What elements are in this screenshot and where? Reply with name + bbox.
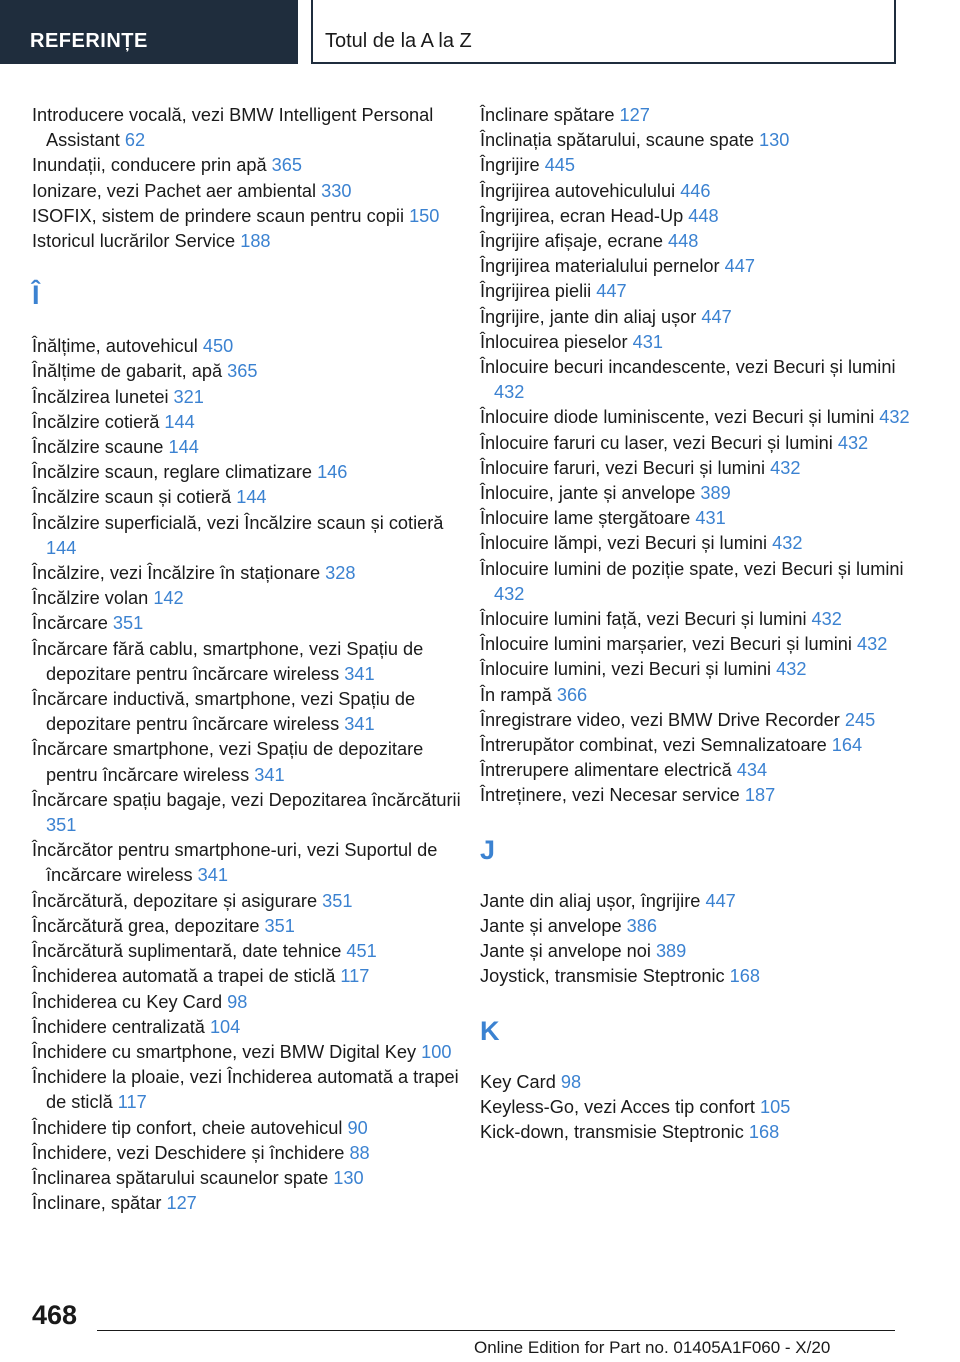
- index-entry: [480, 939, 920, 964]
- index-page-link[interactable]: 146: [317, 462, 348, 483]
- index-entry-text: Întreținere, vezi Necesar service: [480, 785, 745, 806]
- index-entry-text: Închiderea cu Key Card: [32, 991, 228, 1012]
- index-entry: [32, 788, 472, 838]
- index-entry: [32, 204, 472, 229]
- index-page-link[interactable]: 450: [202, 336, 234, 357]
- index-entry-text: Key Card: [480, 1071, 561, 1092]
- index-entry-text: Înclinare spătare: [480, 105, 620, 125]
- footer-divider: [97, 1330, 895, 1331]
- index-page-link[interactable]: 117: [117, 1092, 147, 1113]
- index-page-link[interactable]: 432: [772, 533, 803, 554]
- index-entry-text: Încălzire cotieră: [32, 411, 165, 432]
- index-entry: [480, 456, 920, 481]
- index-entry: [480, 481, 920, 506]
- index-page-link[interactable]: 365: [227, 361, 258, 382]
- index-entry: [32, 914, 472, 939]
- index-entry: [32, 1141, 472, 1166]
- index-entry-text: Înregistrare video, vezi BMW Drive Recorder: [480, 709, 845, 730]
- index-page-link[interactable]: 366: [556, 684, 588, 705]
- index-entry: [32, 1040, 472, 1065]
- index-entry: [480, 355, 920, 405]
- index-page-link[interactable]: 144: [168, 437, 199, 458]
- index-entry: [32, 485, 472, 510]
- index-entry: [480, 1120, 920, 1145]
- index-entry: [32, 586, 472, 611]
- index-page-link[interactable]: 98: [227, 991, 248, 1012]
- index-entry: [32, 410, 472, 435]
- index-entry: [32, 889, 472, 914]
- footer-edition: Online Edition for Part no. 01405A1F060 - X/20: [474, 1338, 831, 1357]
- index-entry: [32, 385, 472, 410]
- index-page-link[interactable]: 445: [544, 155, 576, 176]
- index-entry: [32, 611, 472, 636]
- index-entry-text: Înlocuire lumini, vezi Becuri și lumini: [480, 659, 777, 680]
- index-page-link[interactable]: 130: [333, 1167, 364, 1188]
- index-entry-text: Încărcare fără cablu, smartphone, vezi Spațiu de depozitare pentru încărcare wireless: [32, 638, 424, 684]
- index-entry: [32, 939, 472, 964]
- index-entry: [480, 657, 920, 682]
- index-entry-text: ISOFIX, sistem de prindere scaun pentru copii: [32, 205, 410, 226]
- index-entry-text: Înlocuire faruri cu laser, vezi Becuri și lumini: [480, 432, 838, 453]
- chapter-title: Totul de la A la Z: [325, 30, 472, 52]
- index-page-link[interactable]: 351: [46, 815, 77, 836]
- index-entry: [480, 758, 920, 783]
- index-entry-text: Îngrijirea materialului pernelor: [480, 256, 725, 277]
- index-entry-text: Încălzire volan: [32, 588, 154, 609]
- index-entry: [32, 687, 472, 737]
- index-entry: [32, 153, 472, 178]
- index-entry: [32, 637, 472, 687]
- index-page-link[interactable]: 100: [421, 1041, 452, 1062]
- index-entry-text: Keyless-Go, vezi Acces tip confort: [480, 1096, 760, 1117]
- index-entry: [32, 838, 472, 888]
- index-entry-text: Încărcare: [32, 613, 113, 634]
- index-entry-text: Încărcare inductivă, smartphone, vezi Spațiu de depozitare pentru încărcare wireless: [32, 689, 416, 735]
- index-entry-text: Înclinația spătarului, scaune spate: [480, 130, 760, 151]
- index-entry: [32, 435, 472, 460]
- section-header: [0, 0, 298, 64]
- index-entry: [32, 179, 472, 204]
- index-page-link[interactable]: 432: [770, 457, 801, 478]
- index-entry: [480, 229, 920, 254]
- index-entry: [480, 683, 920, 708]
- index-page-link[interactable]: 447: [596, 281, 627, 302]
- index-entry: [480, 506, 920, 531]
- index-page-link[interactable]: 341: [344, 663, 375, 684]
- index-page-link[interactable]: 432: [837, 432, 869, 453]
- index-entry: [480, 914, 920, 939]
- index-entry: [480, 179, 920, 204]
- index-entry-text: Închidere la ploaie, vezi Închiderea automată a trapei de sticlă: [32, 1067, 459, 1113]
- index-entry-text: Înlocuire diode luminiscente, vezi Becuri și lumini: [480, 407, 880, 428]
- index-entry-text: Înclinare, spătar: [32, 1193, 167, 1214]
- index-page-link[interactable]: 341: [197, 865, 228, 886]
- index-entry-text: Îngrijirea autovehiculului: [480, 180, 681, 201]
- index-page-link[interactable]: 351: [322, 890, 353, 911]
- index-entry: [32, 103, 472, 153]
- index-entry: [480, 431, 920, 456]
- index-column-right: [480, 103, 920, 1145]
- index-entry-text: Închidere, vezi Deschidere și închidere: [32, 1142, 350, 1163]
- index-entry: [480, 783, 920, 808]
- index-entry-text: Înclinarea spătarului scaunelor spate: [32, 1167, 334, 1188]
- index-entry: [480, 1095, 920, 1120]
- index-entry-text: Încălzire superficială, vezi Încălzire scaun și cotieră: [32, 512, 444, 533]
- index-entry-text: Înlocuirea pieselor: [480, 331, 633, 352]
- page-number: 468: [32, 1300, 78, 1330]
- index-entry-text: Încălzirea lunetei: [32, 386, 174, 407]
- index-entry: [480, 964, 920, 989]
- index-entry-text: Jante din aliaj ușor, îngrijire: [480, 890, 706, 911]
- index-page-link[interactable]: 142: [153, 588, 184, 609]
- index-page-link[interactable]: 432: [879, 407, 910, 428]
- index-entry-text: Încălzire scaun, reglare climatizare: [32, 462, 318, 483]
- index-entry: [32, 990, 472, 1015]
- index-entry: [32, 334, 472, 359]
- index-entry: [32, 1065, 472, 1115]
- index-entry-text: Joystick, transmisie Steptronic: [480, 966, 730, 987]
- index-entry-text: Înlocuire lămpi, vezi Becuri și lumini: [480, 533, 773, 554]
- index-entry: [32, 737, 472, 787]
- index-letter-heading: Î: [32, 280, 40, 311]
- index-entry-text: Înlocuire faruri, vezi Becuri și lumini: [480, 457, 771, 478]
- index-entry-text: Înlocuire becuri incandescente, vezi Becuri și lumini: [480, 357, 896, 378]
- index-entry: [32, 1116, 472, 1141]
- index-entry: [480, 531, 920, 556]
- index-entry: [480, 254, 920, 279]
- index-entry: [480, 405, 920, 430]
- index-entry: [480, 330, 920, 355]
- index-page-link[interactable]: 130: [759, 130, 790, 151]
- index-page-link[interactable]: 62: [124, 130, 146, 151]
- index-page-link[interactable]: 432: [494, 382, 525, 403]
- index-page-link[interactable]: 448: [688, 205, 719, 226]
- index-page-link[interactable]: 389: [700, 483, 731, 504]
- index-entry-text: Înlocuire lumini de poziție spate, vezi Becuri și lumini: [480, 558, 904, 579]
- index-entry: [480, 128, 920, 153]
- index-page-link[interactable]: 432: [811, 609, 842, 630]
- index-page-link[interactable]: 98: [560, 1071, 582, 1092]
- section-label: REFERINȚE: [30, 30, 148, 52]
- index-entry: [32, 1015, 472, 1040]
- index-entry-text: Încărcător pentru smartphone-uri, vezi Suportul de încărcare wireless: [32, 840, 438, 886]
- index-entry-text: Închidere centralizată: [32, 1016, 210, 1037]
- index-page-link[interactable]: 187: [744, 785, 776, 806]
- index-entry: [32, 1166, 472, 1191]
- index-entry-text: Inundații, conducere prin apă: [32, 155, 272, 176]
- index-entry-text: Încărcătură grea, depozitare: [32, 915, 265, 936]
- index-entry-text: Încărcare spațiu bagaje, vezi Depozitarea încărcăturii: [32, 789, 461, 810]
- index-entry-text: Închiderea automată a trapei de sticlă: [32, 966, 341, 987]
- index-entry-text: Înlocuire lame ștergătoare: [480, 508, 696, 529]
- index-entry-text: Închidere cu smartphone, vezi BMW Digital Key: [32, 1041, 422, 1062]
- index-entry: [32, 229, 472, 254]
- index-entry: [480, 708, 920, 733]
- index-entry-text: Jante și anvelope: [480, 915, 627, 936]
- index-page-link[interactable]: 341: [344, 714, 375, 735]
- index-entry: [480, 889, 920, 914]
- index-column-left: [32, 103, 472, 1216]
- index-page-link[interactable]: 447: [701, 306, 732, 327]
- index-entry: [480, 305, 920, 330]
- index-page-link[interactable]: 448: [668, 231, 699, 252]
- index-entry: [32, 359, 472, 384]
- index-entry-text: Îngrijirea, ecran Head-Up: [480, 205, 689, 226]
- index-page-link[interactable]: 446: [680, 180, 711, 201]
- index-page-link[interactable]: 328: [325, 563, 356, 584]
- index-page-link[interactable]: 451: [346, 941, 377, 962]
- index-page-link[interactable]: 104: [209, 1016, 241, 1037]
- index-letter-heading: K: [480, 1015, 500, 1046]
- index-page-link[interactable]: 431: [695, 508, 726, 529]
- index-entry: [480, 1070, 920, 1095]
- index-entry-text: Înlocuire lumini marșarier, vezi Becuri și lumini: [480, 634, 857, 655]
- index-entry: [480, 607, 920, 632]
- index-page-link[interactable]: 90: [347, 1117, 368, 1138]
- index-entry-text: Închidere tip confort, cheie autovehicul: [32, 1117, 348, 1138]
- index-page-link[interactable]: 144: [164, 411, 195, 432]
- index-page-link[interactable]: 431: [632, 331, 664, 352]
- index-page-link[interactable]: 330: [321, 180, 352, 201]
- index-entry-text: În rampă: [480, 684, 557, 705]
- index-page-link[interactable]: 432: [494, 583, 525, 604]
- index-page-link[interactable]: 351: [112, 613, 144, 634]
- index-page-link[interactable]: 245: [844, 709, 876, 730]
- index-page-link[interactable]: 434: [736, 760, 768, 781]
- index-page-link[interactable]: 351: [264, 915, 295, 936]
- index-page-link[interactable]: 168: [748, 1121, 780, 1142]
- index-page-link[interactable]: 432: [857, 634, 888, 655]
- index-entry-text: Kick-down, transmisie Steptronic: [480, 1121, 749, 1142]
- index-entry: [32, 511, 472, 561]
- index-entry-text: Înlocuire lumini față, vezi Becuri și lumini: [480, 609, 812, 630]
- index-page-link[interactable]: 447: [705, 890, 736, 911]
- index-page-link[interactable]: 386: [626, 915, 657, 936]
- index-entry-text: Încărcătură suplimentară, date tehnice: [32, 941, 347, 962]
- index-entry-text: Ionizare, vezi Pachet aer ambiental: [32, 180, 322, 201]
- index-page-link[interactable]: 88: [349, 1142, 370, 1163]
- index-page-link[interactable]: 150: [409, 205, 440, 226]
- index-entry-text: Înălțime, autovehicul: [32, 336, 203, 357]
- index-entry: [480, 733, 920, 758]
- index-entry-text: Îngrijire, jante din aliaj ușor: [480, 306, 702, 327]
- index-page-link[interactable]: 432: [776, 659, 807, 680]
- index-page-link[interactable]: 365: [271, 155, 302, 176]
- index-letter-heading: J: [480, 834, 496, 865]
- index-entry-text: Încălzire scaune: [32, 437, 169, 458]
- index-entry-text: Îngrijire afișaje, ecrane: [480, 231, 669, 252]
- index-entry: [480, 632, 920, 657]
- index-entry-text: Înlocuire, jante și anvelope: [480, 483, 701, 504]
- index-entry: [32, 460, 472, 485]
- index-page-link[interactable]: 168: [729, 966, 761, 987]
- index-page-link[interactable]: 144: [236, 487, 267, 508]
- index-entry-text: Jante și anvelope noi: [480, 941, 656, 962]
- index-entry-text: Încărcătură, depozitare și asigurare: [32, 890, 323, 911]
- index-entry: [32, 561, 472, 586]
- index-entry-text: Încărcare smartphone, vezi Spațiu de depozitare pentru încărcare wireless: [32, 739, 424, 785]
- index-entry-text: Încălzire scaun și cotieră: [32, 487, 237, 508]
- chapter-title-box: [311, 0, 896, 64]
- index-page-link[interactable]: 188: [240, 231, 271, 252]
- index-entry: [480, 279, 920, 304]
- index-entry: [32, 1191, 472, 1216]
- index-page-link[interactable]: 127: [619, 105, 650, 125]
- index-entry: [480, 103, 920, 128]
- index-entry-text: Încălzire, vezi Încălzire în staționare: [32, 563, 326, 584]
- index-entry-text: Introducere vocală, vezi BMW Intelligent Personal Assistant: [32, 105, 434, 151]
- index-entry-text: Întrerupător combinat, vezi Semnalizatoare: [480, 735, 832, 756]
- index-page-link[interactable]: 447: [724, 256, 755, 277]
- index-entry: [480, 153, 920, 178]
- index-page-link[interactable]: 389: [655, 941, 687, 962]
- index-entry-text: Înălțime de gabarit, apă: [32, 361, 228, 382]
- index-page-link[interactable]: 105: [760, 1096, 791, 1117]
- index-entry-text: Istoricul lucrărilor Service: [32, 231, 241, 252]
- index-page-link[interactable]: 117: [340, 966, 370, 987]
- index-page-link[interactable]: 127: [166, 1193, 197, 1214]
- index-entry: [480, 557, 920, 607]
- index-page-link[interactable]: 321: [173, 386, 204, 407]
- index-page-link[interactable]: 341: [254, 764, 285, 785]
- index-entry-text: Întrerupere alimentare electrică: [480, 760, 737, 781]
- index-entry: [32, 964, 472, 989]
- index-page-link[interactable]: 164: [831, 735, 863, 756]
- index-entry: [480, 204, 920, 229]
- index-entry-text: Îngrijirea pielii: [480, 281, 597, 302]
- index-entry-text: Îngrijire: [480, 155, 545, 176]
- index-page-link[interactable]: 144: [46, 537, 77, 558]
